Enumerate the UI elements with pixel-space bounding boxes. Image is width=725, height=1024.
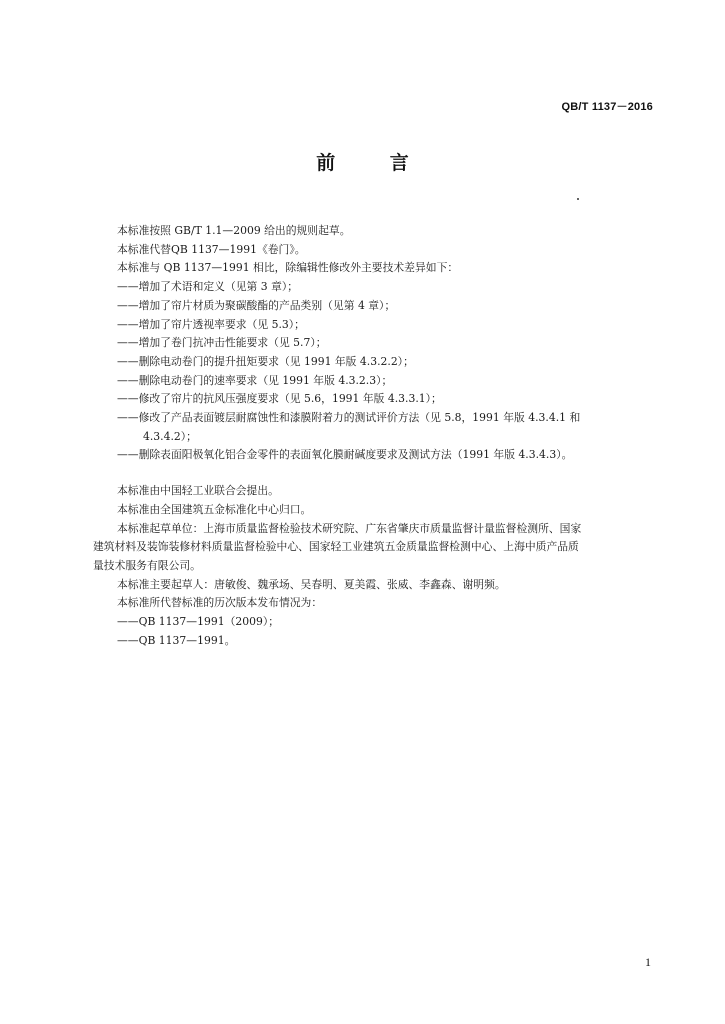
foreword-body <box>93 222 657 650</box>
intro-line-replaces: 本标准代替QB 1137—1991《卷门》。 <box>117 242 306 256</box>
change-item: ——删除电动卷门的速率要求（见 1991 年版 4.3.2.3）； <box>117 373 393 387</box>
org-line-history-intro: 本标准所代替标准的历次版本发布情况为： <box>117 596 323 610</box>
org-line-drafting-units: 本标准起草单位：上海市质量监督检验技术研究院、广东省肇庆市质量监督计量监督检测所、国家 <box>117 521 582 535</box>
change-item: ——增加了帘片透视率要求（见 5.3）； <box>117 317 305 331</box>
paragraph-gap <box>117 465 657 482</box>
org-line-proposed-by: 本标准由中国轻工业联合会提出。 <box>117 484 279 498</box>
history-item: ——QB 1137—1991。 <box>117 633 236 647</box>
intro-line-drafting-rules: 本标准按照 GB/T 1.1—2009 给出的规则起草。 <box>117 224 351 237</box>
intro-line-differences: 本标准与 QB 1137—1991 相比，除编辑性修改外主要技术差异如下： <box>117 261 459 275</box>
org-line-drafting-units-cont: 量技术服务有限公司。 <box>93 558 201 572</box>
standard-code: QB/T 1137－2016 <box>561 101 653 113</box>
change-item: ——增加了帘片材质为聚碳酸酯的产品类别（见第 4 章）； <box>117 298 396 312</box>
org-line-drafters: 本标准主要起草人：唐敏俊、魏承场、吴春明、夏美霞、张威、李鑫森、谢明频。 <box>117 577 506 591</box>
change-item: ——增加了术语和定义（见第 3 章）； <box>117 280 299 294</box>
change-item: ——修改了产品表面镀层耐腐蚀性和漆膜附着力的测试评价方法（见 5.8，1991 年版 4.3.4.1 和 <box>117 411 581 425</box>
change-item: ——删除电动卷门的提升扭矩要求（见 1991 年版 4.3.2.2）； <box>117 354 414 368</box>
change-item: ——增加了卷门抗冲击性能要求（见 5.7）； <box>117 336 327 350</box>
page-title: 前 言 <box>316 152 433 174</box>
change-item: ——删除表面阳极氧化铝合金零件的表面氧化膜耐碱度要求及测试方法（1991 年版 4.3.4.3）。 <box>117 448 573 462</box>
change-item-continuation: 4.3.4.2）； <box>143 429 197 443</box>
page-number: 1 <box>645 955 651 969</box>
org-line-drafting-units-cont: 建筑材料及装饰装修材料质量监督检验中心、国家轻工业建筑五金质量监督检测中心、上海中质产品质 <box>93 540 579 554</box>
history-item: ——QB 1137—1991（2009）； <box>117 615 280 629</box>
org-line-administered-by: 本标准由全国建筑五金标准化中心归口。 <box>117 502 312 516</box>
change-item: ——修改了帘片的抗风压强度要求（见 5.6，1991 年版 4.3.3.1）； <box>117 392 442 406</box>
stray-dot-mark <box>577 198 579 200</box>
